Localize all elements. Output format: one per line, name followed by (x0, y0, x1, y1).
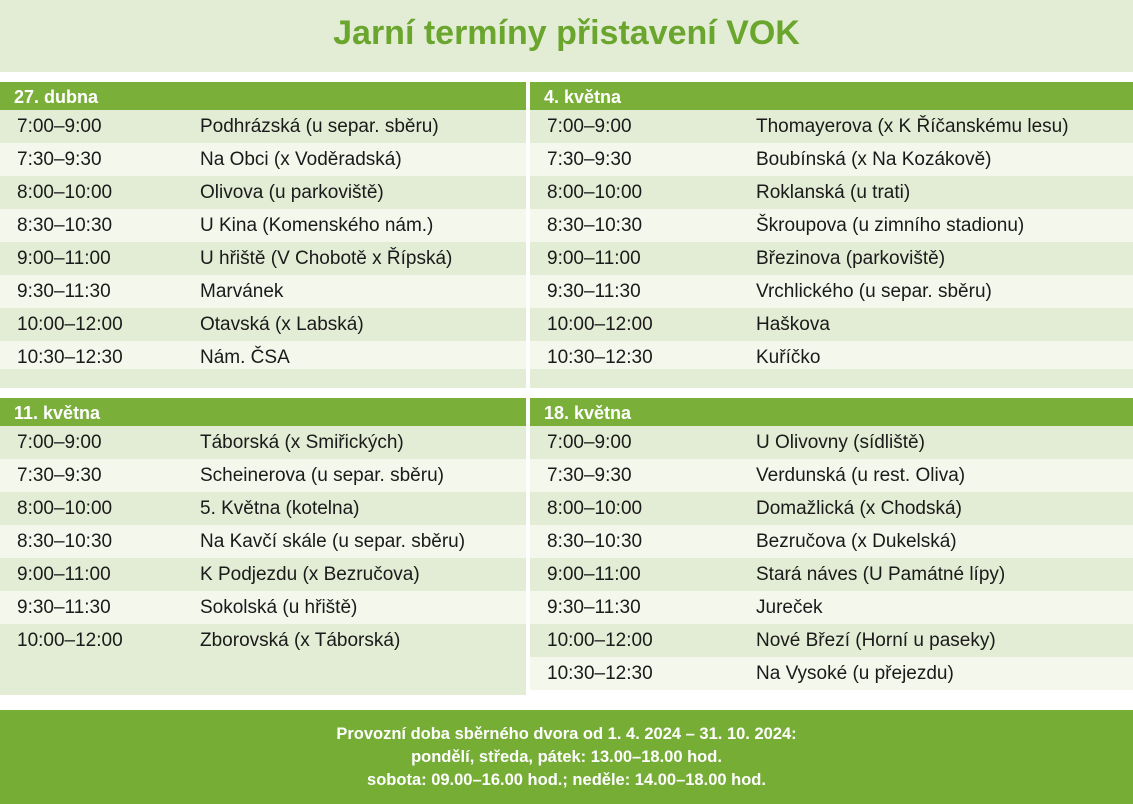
schedule-row (0, 209, 526, 242)
time-range: 8:30–10:30 (17, 215, 113, 236)
location: Jureček (756, 597, 823, 618)
location: Marvánek (200, 281, 284, 302)
time-range: 9:30–11:30 (547, 281, 641, 302)
time-range: 7:00–9:00 (547, 432, 632, 453)
footer-line-2: pondělí, středa, pátek: 13.00–18.00 hod. (411, 748, 722, 766)
schedule-row (530, 176, 1133, 209)
time-range: 8:00–10:00 (17, 498, 113, 519)
time-range: 8:00–10:00 (547, 182, 643, 203)
schedule-row (530, 426, 1133, 459)
section-date-header: 11. května (0, 398, 526, 426)
section-date-header: 4. května (530, 82, 1133, 110)
location: Vrchlického (u separ. sběru) (756, 281, 992, 302)
schedule-row (0, 558, 526, 591)
time-range: 9:30–11:30 (17, 597, 111, 618)
location: Podhrázská (u separ. sběru) (200, 116, 439, 137)
schedule-row (530, 275, 1133, 308)
location: Olivova (u parkoviště) (200, 182, 384, 203)
location: K Podjezdu (x Bezručova) (200, 564, 420, 585)
schedule-row (530, 308, 1133, 341)
time-range: 9:00–11:00 (17, 248, 111, 269)
schedule-row (0, 591, 526, 624)
time-range: 9:00–11:00 (17, 564, 111, 585)
location: Škroupova (u zimního stadionu) (756, 215, 1025, 236)
schedule-row (0, 110, 526, 143)
location: Scheinerova (u separ. sběru) (200, 465, 444, 486)
schedule-row (530, 209, 1133, 242)
schedule-row (0, 242, 526, 275)
schedule-panel-11-kvetna (0, 398, 526, 657)
location: Sokolská (u hřiště) (200, 597, 358, 618)
location: Thomayerova (x K Říčanskému lesu) (756, 116, 1069, 137)
location: Verdunská (u rest. Oliva) (756, 465, 966, 486)
time-range: 8:30–10:30 (547, 215, 643, 236)
time-range: 8:00–10:00 (547, 498, 643, 519)
empty-row-filler (0, 369, 526, 388)
time-range: 7:30–9:30 (547, 149, 632, 170)
schedule-grid (0, 72, 1133, 697)
location: U Olivovny (sídliště) (756, 432, 925, 453)
location: Roklanská (u trati) (756, 182, 911, 203)
time-range: 8:30–10:30 (17, 531, 113, 552)
time-range: 7:00–9:00 (17, 116, 102, 137)
time-range: 9:00–11:00 (547, 248, 641, 269)
schedule-row (530, 143, 1133, 176)
location: 5. Května (kotelna) (200, 498, 360, 519)
location: Otavská (x Labská) (200, 314, 364, 335)
time-range: 9:00–11:00 (547, 564, 641, 585)
time-range: 8:30–10:30 (547, 531, 643, 552)
time-range: 10:00–12:00 (547, 630, 653, 651)
time-range: 7:00–9:00 (547, 116, 632, 137)
time-range: 7:00–9:00 (17, 432, 102, 453)
footer-line-1: Provozní doba sběrného dvora od 1. 4. 2024 – 31. 10. 2024: (336, 725, 797, 743)
location: Kuříčko (756, 347, 821, 368)
time-range: 10:00–12:00 (547, 314, 653, 335)
location: Zborovská (x Táborská) (200, 630, 401, 651)
section-date-header: 18. května (530, 398, 1133, 426)
schedule-row (530, 110, 1133, 143)
location: Domažlická (x Chodská) (756, 498, 962, 519)
schedule-row (530, 591, 1133, 624)
empty-row-filler (530, 369, 1133, 388)
schedule-panel-4-kvetna (530, 82, 1133, 374)
schedule-row (530, 558, 1133, 591)
time-range: 10:30–12:30 (547, 347, 653, 368)
schedule-row (530, 624, 1133, 657)
schedule-row (530, 459, 1133, 492)
schedule-row (0, 143, 526, 176)
location: Na Vysoké (u přejezdu) (756, 663, 954, 684)
schedule-panel-27-dubna (0, 82, 526, 374)
time-range: 10:30–12:30 (547, 663, 653, 684)
schedule-row (530, 242, 1133, 275)
time-range: 10:30–12:30 (17, 347, 123, 368)
empty-row-filler (0, 657, 526, 695)
time-range: 7:30–9:30 (17, 149, 102, 170)
location: Nám. ČSA (200, 347, 290, 368)
schedule-row (0, 426, 526, 459)
time-range: 7:30–9:30 (547, 465, 632, 486)
location: Táborská (x Smiřických) (200, 432, 404, 453)
location: Březinova (parkoviště) (756, 248, 946, 269)
time-range: 8:00–10:00 (17, 182, 113, 203)
footer-opening-hours (0, 710, 1133, 804)
location: Boubínská (x Na Kozákově) (756, 149, 992, 170)
time-range: 10:00–12:00 (17, 630, 123, 651)
location: Na Kavčí skále (u separ. sběru) (200, 531, 466, 552)
time-range: 7:30–9:30 (17, 465, 102, 486)
schedule-row (0, 308, 526, 341)
location: Nové Březí (Horní u paseky) (756, 630, 996, 651)
time-range: 9:30–11:30 (547, 597, 641, 618)
page-title: Jarní termíny přistavení VOK (333, 14, 800, 52)
time-range: 9:30–11:30 (17, 281, 111, 302)
location: Stará náves (U Památné lípy) (756, 564, 1006, 585)
schedule-row (0, 176, 526, 209)
schedule-row (530, 525, 1133, 558)
schedule-row (0, 624, 526, 657)
schedule-row (0, 275, 526, 308)
location: U hřiště (V Chobotě x Řípská) (200, 248, 453, 269)
schedule-row (530, 657, 1133, 690)
schedule-row (530, 492, 1133, 525)
section-date-header: 27. dubna (0, 82, 526, 110)
schedule-row (0, 459, 526, 492)
schedule-row (0, 525, 526, 558)
schedule-row (0, 492, 526, 525)
time-range: 10:00–12:00 (17, 314, 123, 335)
location: U Kina (Komenského nám.) (200, 215, 434, 236)
location: Haškova (756, 314, 830, 335)
footer-line-3: sobota: 09.00–16.00 hod.; neděle: 14.00–18.00 hod. (367, 771, 766, 789)
location: Na Obci (x Voděradská) (200, 149, 402, 170)
location: Bezručova (x Dukelská) (756, 531, 957, 552)
schedule-panel-18-kvetna (530, 398, 1133, 690)
